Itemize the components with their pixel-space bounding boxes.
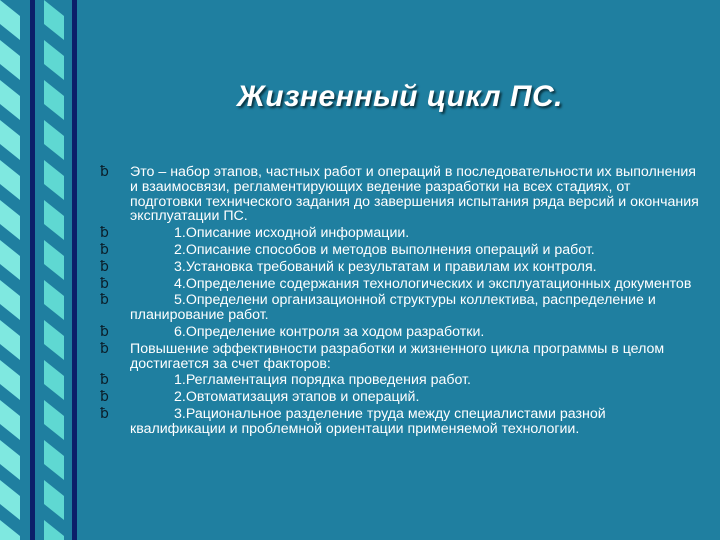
- bullet-icon: ƀ: [100, 292, 109, 309]
- list-item: [100, 373, 700, 388]
- list-item: [100, 390, 700, 405]
- list-item: [100, 293, 700, 323]
- item-text: 1.Регламентация порядка проведения работ.: [174, 372, 471, 389]
- bullet-icon: ƀ: [100, 225, 109, 242]
- item-text: 2.Овтоматизация этапов и операций.: [174, 389, 420, 406]
- item-text: 5.Определени организационной структуры коллектива, распределение и планирование работ.: [130, 292, 656, 324]
- list-item: [100, 226, 700, 241]
- item-text: 4.Определение содержания технологических и эксплуатационных документов: [174, 275, 692, 292]
- item-text: 3.Рациональное разделение труда между специалистами разной квалификации и проблемной ориентации применяемой технологии.: [130, 405, 606, 437]
- list-item: [100, 243, 700, 258]
- bullet-icon: ƀ: [100, 389, 109, 406]
- stripe-line: [30, 0, 35, 540]
- item-text: Это – набор этапов, частных работ и операций в последовательности их выполнения и взаимосвязи, регламентирующих ведение разработки на всех стадиях, от подготовки технического задания до завершения испытания ряда версий и окончания эксплуатации ПС.: [130, 164, 699, 225]
- bullet-icon: ƀ: [100, 164, 109, 180]
- list-item: [100, 325, 700, 340]
- slide-title: Жизненный цикл ПС.: [236, 80, 563, 113]
- item-text: 1.Описание исходной информации.: [174, 225, 410, 242]
- bullet-icon: ƀ: [100, 372, 109, 389]
- stripe-line: [72, 0, 77, 540]
- list-item: [100, 342, 700, 372]
- item-text: 2.Описание способов и методов выполнения операций и работ.: [174, 241, 595, 258]
- list-item: [100, 165, 700, 224]
- bullet-icon: ƀ: [100, 275, 109, 292]
- item-text: Повышение эффективности разработки и жизненного цикла программы в целом достигается за счет факторов:: [130, 340, 665, 372]
- list-item: [100, 260, 700, 275]
- item-text: 6.Определение контроля за ходом разработки.: [174, 323, 485, 340]
- bullet-icon: ƀ: [100, 340, 109, 357]
- bullet-icon: ƀ: [100, 258, 109, 275]
- bullet-icon: ƀ: [100, 323, 109, 340]
- bullet-icon: ƀ: [100, 241, 109, 258]
- list-item: [100, 277, 700, 292]
- decorative-sidebar: [0, 0, 80, 540]
- item-text: 3.Установка требований к результатам и правилам их контроля.: [174, 258, 597, 275]
- bullet-icon: ƀ: [100, 405, 109, 422]
- bullet-list: [100, 165, 700, 439]
- list-item: [100, 407, 700, 437]
